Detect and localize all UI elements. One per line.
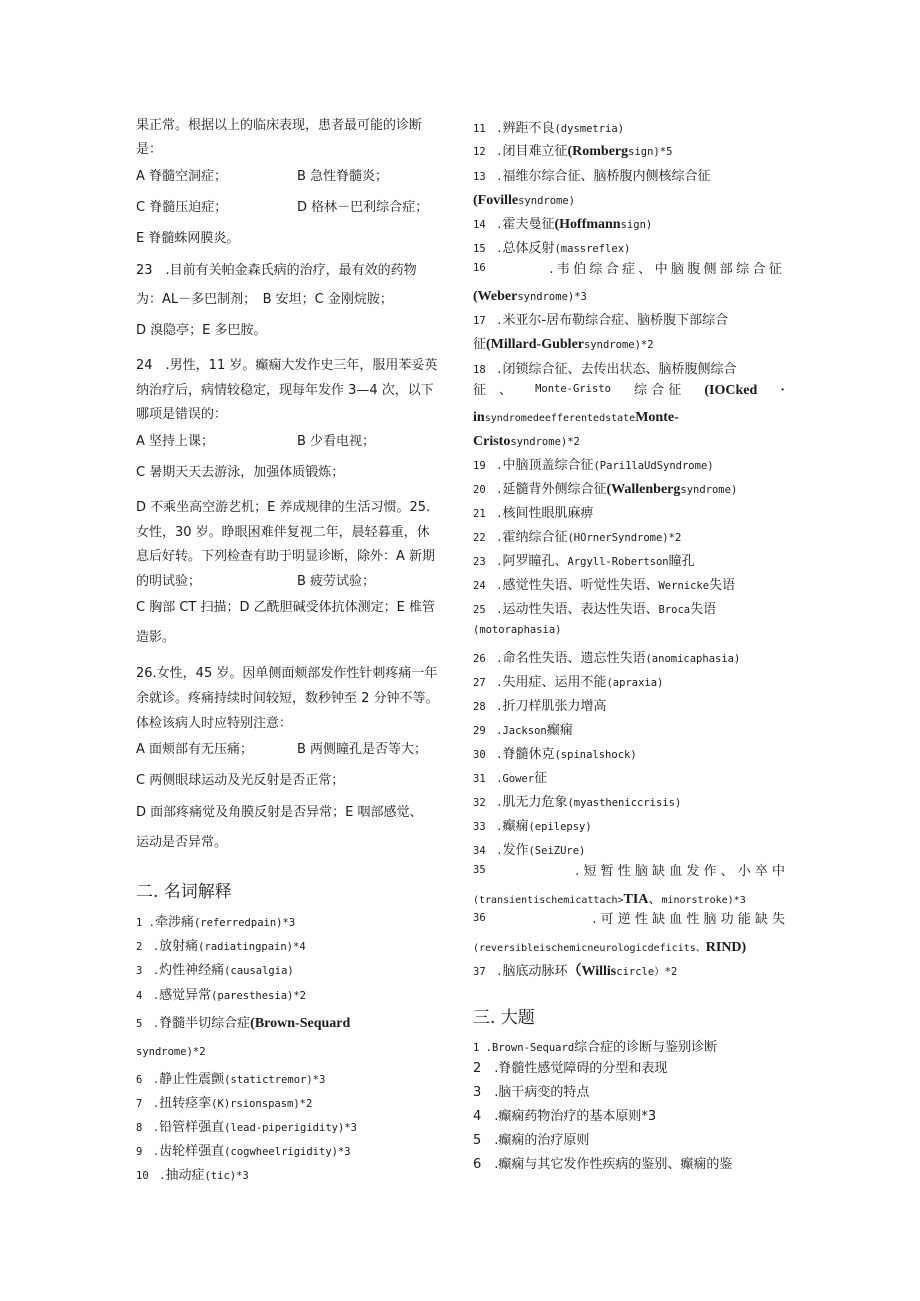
term-item: 14 .霍夫曼征(Hoffmannsign): [473, 217, 653, 232]
term-item: 31 .Gower征: [473, 771, 548, 786]
q24-line: 24 .男性，11 岁。癫痫大发作史三年，服用苯妥英: [136, 358, 438, 373]
term-item: 17 .米亚尔-居布勒综合症、脑桥腹下部综合: [473, 313, 729, 328]
q24-option-b: B 少看电视；: [297, 434, 376, 449]
term-item-continuation: 征(Millard-Gublersyndrome)*2: [473, 337, 654, 352]
term-item: 22 .霍纳综合征(HOrnerSyndrome)*2: [473, 530, 682, 545]
term-item-continuation: Cristosyndrome)*2: [473, 434, 580, 449]
q26-option-c: C 两侧眼球运动及光反射是否正常；: [136, 773, 345, 788]
q22-option-d: D 格林－巴利综合症；: [297, 200, 429, 215]
q25-line: 女性，30 岁。睁眼困难伴复视二年，晨轻暮重，休: [136, 525, 430, 540]
term-item: 26 .命名性失语、遗忘性失语(anomicaphasia): [473, 651, 741, 666]
essay-item: 4 .癫痫药物治疗的基本原则*3: [473, 1109, 657, 1124]
term-item: 16 .韦伯综合症、中脑腹侧部综合征: [473, 262, 785, 277]
q26-line: 余就诊。疼痛持续时间较短，数秒钟至 2 分钟不等。: [136, 691, 439, 706]
q24-line: 纳治疗后，病情较稳定，现每年发作 3—4 次，以下: [136, 383, 434, 398]
term-item: 10 .抽动症(tic)*3: [136, 1168, 249, 1183]
term-item: 8 .铅管样强直(lead-piperigidity)*3: [136, 1120, 357, 1135]
term-item-continuation: 征 、 Monte-Gristo 综 合 征 (IOCked ·: [473, 383, 785, 398]
term-item: 11 .辨距不良(dysmetria): [473, 121, 625, 136]
q24-option-de: D 不乘坐高空游艺机；E 养成规律的生活习惯。25.: [136, 500, 431, 515]
q25-option-b: B 疲劳试验；: [297, 574, 376, 589]
q22-option-c: C 脊髓压迫症；: [136, 200, 228, 215]
term-item: 37 .脑底动脉环（Williscircle）*2: [473, 964, 678, 979]
term-item: 4 .感觉异常(paresthesia)*2: [136, 988, 306, 1003]
term-item-continuation: syndrome)*2: [136, 1046, 206, 1058]
essay-item: 2 .脊髓性感觉障碍的分型和表现: [473, 1061, 668, 1076]
essay-item: 5 .癫痫的治疗原则: [473, 1133, 590, 1148]
term-item-continuation: insyndromedeefferentedstateMonte-: [473, 410, 679, 425]
q23-line: 为：AL－多巴制剂； B 安坦；C 金刚烷胺；: [136, 292, 393, 307]
q22-continuation: 是：: [136, 142, 163, 157]
term-item-continuation: (Fovillesyndrome): [473, 193, 576, 208]
term-item: 29 .Jackson癫痫: [473, 723, 573, 738]
q22-option-e: E 脊髓蛛网膜炎。: [136, 231, 240, 246]
q24-option-a: A 坚持上课；: [136, 434, 215, 449]
term-item: 3 .灼性神经痛(causalgia): [136, 963, 294, 978]
section-heading: 二. 名词解释: [136, 882, 232, 902]
term-item-continuation: (reversibleischemicneurologicdeficits、RIND): [473, 940, 747, 955]
q25-line: 息后好转。下列检查有助于明显诊断，除外：A 新期: [136, 549, 436, 564]
term-item: 27 .失用症、运用不能(apraxia): [473, 675, 664, 690]
section-heading: 三. 大题: [473, 1008, 535, 1028]
q24-option-c: C 暑期天天去游泳，加强体质锻炼；: [136, 465, 345, 480]
term-item: 25 .运动性失语、表达性失语、Broca失语: [473, 602, 717, 617]
term-item: 32 .肌无力危象(myastheniccrisis): [473, 795, 682, 810]
q26-option-de: D 面部疼痛觉及角膜反射是否异常；E 咽部感觉、: [136, 805, 423, 820]
term-item-continuation: (transientischemicattach>TIA、minorstroke)*3: [473, 892, 746, 907]
q22-option-b: B 急性脊髓炎；: [297, 169, 389, 184]
essay-item: 3 .脑干病变的特点: [473, 1085, 590, 1100]
term-item-continuation: (Webersyndrome)*3: [473, 289, 587, 304]
term-item: 13 .福维尔综合征、脑桥腹内侧核综合征: [473, 169, 711, 184]
term-item: 35 . 短 暂 性 脑 缺 血 发 作 、 小 卒 中: [473, 864, 785, 879]
term-item: 36 . 可 逆 性 缺 血 性 脑 功 能 缺 失: [473, 912, 785, 927]
q25-line: C 胸部 CT 扫描；D 乙酰胆碱受体抗体测定；E 椎管: [136, 600, 435, 615]
q25-option-a: 的明试验；: [136, 574, 202, 589]
q26-line: 运动是否异常。: [136, 835, 228, 850]
term-item: 34 .发作(SeiZUre): [473, 843, 586, 858]
term-item: 20 .延髓背外侧综合征(Wallenbergsyndrome): [473, 482, 738, 497]
term-item-continuation: (motoraphasia): [473, 624, 562, 636]
term-item: 12 .闭目难立征(Rombergsign)*5: [473, 144, 673, 159]
q26-line: 26.女性，45 岁。因单侧面颊部发作性针刺疼痛一年: [136, 666, 438, 681]
term-item: 6 .静止性震颤(statictremor)*3: [136, 1072, 326, 1087]
q22-option-a: A 脊髓空洞症；: [136, 169, 228, 184]
q25-line: 造影。: [136, 630, 176, 645]
term-item: 28 .折刀样肌张力增高: [473, 699, 607, 714]
essay-item: 6 .癫痫与其它发作性疾病的鉴别、癫痫的鉴: [473, 1157, 733, 1172]
term-item: 1 .牵涉痛(referredpain)*3: [136, 915, 296, 930]
term-item: 19 .中脑顶盖综合征(Pari1laUdSyndrome): [473, 458, 714, 473]
term-item: 23 .阿罗瞳孔、Argyll-Robertson瞳孔: [473, 554, 695, 569]
q24-line: 哪项是错误的：: [136, 407, 228, 422]
q26-line: 体检该病人时应特别注意：: [136, 716, 293, 731]
q22-continuation: 果正常。根据以上的临床表现，患者最可能的诊断: [136, 118, 423, 133]
q23-line: 23 .目前有关帕金森氏病的治疗，最有效的药物: [136, 263, 417, 278]
term-item: 21 .核间性眼肌麻痹: [473, 506, 594, 521]
term-item: 18 .闭锁综合征、去传出状态、脑桥腹侧综合: [473, 362, 737, 377]
term-item: 15 .总体反射(massreflex): [473, 241, 631, 256]
term-item: 7 .扭转痉挛(K)rsionspasm)*2: [136, 1096, 313, 1111]
q26-option-b: B 两侧瞳孔是否等大；: [297, 742, 428, 757]
term-item: 24 .感觉性失语、听觉性失语、Wernicke失语: [473, 578, 736, 593]
term-item: 33 .癫痫(epilepsy): [473, 819, 592, 834]
term-item: 30 .脊髓休克(spinalshock): [473, 747, 637, 762]
term-item: 9 .齿轮样强直(cogwheelrigidity)*3: [136, 1144, 351, 1159]
q23-line: D 溴隐亭；E 多巴胺。: [136, 323, 267, 338]
q26-option-a: A 面颊部有无压痛；: [136, 742, 254, 757]
term-item: 2 .放射痛(radiatingpain)*4: [136, 939, 306, 954]
essay-item: 1 .Brown-Sequard综合症的诊断与鉴别诊断: [473, 1040, 718, 1055]
term-item: 5 .脊髓半切综合症(Brown-Sequard: [136, 1016, 351, 1031]
